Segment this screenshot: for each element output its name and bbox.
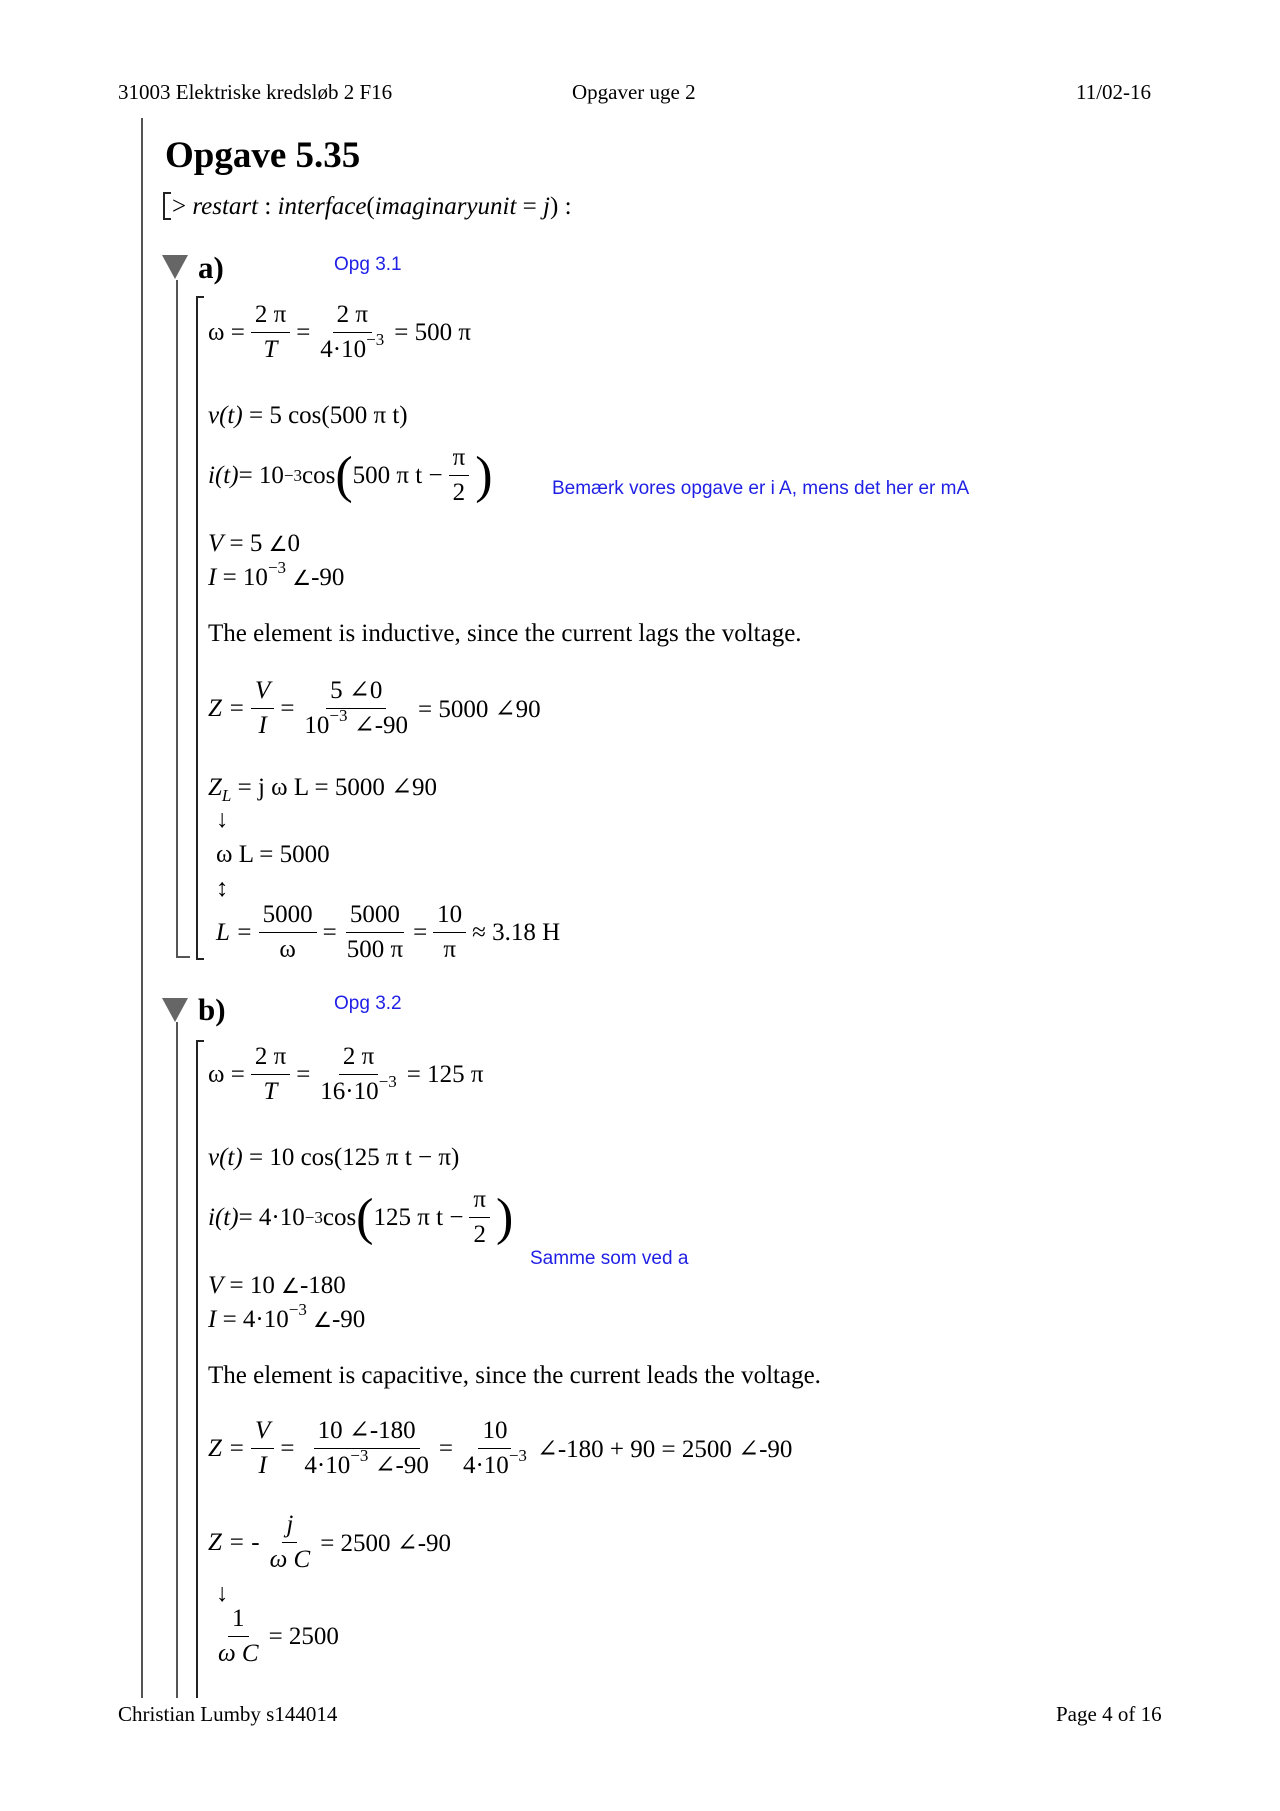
angle-icon: ∠ bbox=[313, 1308, 332, 1332]
a-omega-res: = 500 π bbox=[394, 318, 471, 346]
a-v-arg: (t) bbox=[219, 402, 243, 429]
a-i-inner: 500 π t − bbox=[352, 461, 443, 489]
b-Z-d3exp: −3 bbox=[508, 1446, 527, 1465]
a-omega-eq bbox=[208, 298, 471, 367]
b-Z-frac2 bbox=[300, 1414, 432, 1483]
b-Z-d2a: 4·10 bbox=[304, 1452, 351, 1479]
a-v-rhs: = 5 cos(500 π t) bbox=[242, 402, 408, 429]
b-I-exp: −3 bbox=[288, 1300, 307, 1319]
header-course: 31003 Elektriske kredsløb 2 F16 bbox=[118, 80, 393, 104]
cmd-restart: restart bbox=[192, 193, 259, 220]
b-Z-eq1: = bbox=[280, 1434, 295, 1462]
b-Z-frac1 bbox=[251, 1414, 274, 1483]
b-omega-res: = 125 π bbox=[406, 1060, 484, 1088]
a-L-frac1 bbox=[259, 898, 317, 967]
a-Z-eq1: = bbox=[280, 694, 295, 722]
b-omega-frac2 bbox=[316, 1040, 400, 1109]
a-ZL-lhs: Z bbox=[208, 774, 222, 801]
b-I-eq bbox=[208, 1300, 366, 1334]
b-Zc-eq bbox=[208, 1508, 451, 1577]
a-I-rhs: = 10 bbox=[222, 564, 268, 591]
b-omega-d1: T bbox=[263, 1078, 278, 1105]
b-Z-eq bbox=[208, 1414, 792, 1483]
a-omega-frac1 bbox=[251, 298, 290, 367]
footer-page: Page 4 of 16 bbox=[1056, 1702, 1162, 1726]
b-omega-d2exp: −3 bbox=[378, 1072, 397, 1091]
a-omega-lhs: ω = bbox=[208, 318, 245, 346]
a-ZL-sub: L bbox=[221, 786, 232, 805]
b-Z-d3a: 4·10 bbox=[462, 1452, 509, 1479]
section-b-group-line bbox=[176, 1022, 178, 1698]
b-i-func: cos bbox=[322, 1203, 357, 1231]
b-v-rhs: = 10 cos(125 π t − π) bbox=[242, 1144, 460, 1171]
a-i-fd: 2 bbox=[452, 479, 466, 506]
a-ZL-eq bbox=[208, 772, 438, 805]
b-V-eq bbox=[208, 1272, 346, 1300]
a-omega-eq1: = bbox=[296, 318, 311, 346]
angle-icon: ∠ bbox=[268, 532, 288, 556]
b-inv-frac bbox=[214, 1602, 263, 1671]
section-a-label: a) bbox=[198, 250, 224, 285]
angle-icon: ∠ bbox=[281, 1274, 300, 1298]
a-Z-eq bbox=[208, 674, 541, 743]
b-v-lhs: v bbox=[208, 1144, 220, 1171]
a-L-frac3 bbox=[433, 898, 466, 967]
b-Zc-res: = 2500 ∠-90 bbox=[320, 1529, 452, 1557]
a-omega-d2: 4·10 bbox=[320, 336, 367, 363]
b-V-lhs: V bbox=[208, 1272, 224, 1299]
worksheet-border bbox=[141, 118, 143, 1698]
section-a-group-line bbox=[176, 280, 178, 958]
a-Z-frac1 bbox=[251, 674, 274, 743]
b-i-rparen: ) bbox=[496, 1188, 514, 1246]
a-V-rhs: = 5 bbox=[229, 530, 263, 557]
a-I-exp: −3 bbox=[267, 558, 287, 577]
b-Z-n1: V bbox=[251, 1414, 274, 1449]
a-V-eq bbox=[208, 530, 300, 558]
b-Z-n2: 10 ∠-180 bbox=[314, 1414, 420, 1449]
a-i-eq: i (t) = 10 −3 cos ( 500 π t − $\frac{\pi}{2}$ ) bbox=[208, 441, 493, 510]
footer-author: Christian Lumby s144014 bbox=[118, 1702, 338, 1726]
a-L-res: ≈ 3.18 H bbox=[472, 918, 561, 946]
a-Z-n2: 5 ∠0 bbox=[326, 674, 386, 709]
a-omega-n2: 2 π bbox=[333, 298, 372, 333]
b-I-lhs: I bbox=[208, 1306, 217, 1333]
a-i-lhs: i bbox=[208, 461, 215, 489]
b-Z-d2exp: −3 bbox=[350, 1446, 369, 1465]
b-Z-d1: I bbox=[258, 1452, 267, 1479]
a-i-arg: (t) bbox=[214, 461, 239, 489]
b-I-angv: -90 bbox=[331, 1306, 366, 1333]
a-I-angv: -90 bbox=[311, 564, 345, 591]
a-I-lhs: I bbox=[208, 564, 217, 591]
a-Z-d2exp: −3 bbox=[329, 706, 348, 725]
a-L-lhs: L = bbox=[216, 918, 253, 946]
header-center: Opgaver uge 2 bbox=[572, 80, 696, 104]
b-v-eq bbox=[208, 1144, 459, 1172]
cmd-argval: j bbox=[543, 193, 550, 220]
b-i-fd: 2 bbox=[473, 1221, 486, 1248]
a-Z-d2b: ∠-90 bbox=[347, 712, 409, 739]
angle-icon: ∠ bbox=[292, 566, 312, 590]
b-Z-n3: 10 bbox=[478, 1414, 511, 1449]
a-arrow-down: ↓ bbox=[216, 806, 229, 833]
a-ZL-rhs: = j ω L = 5000 ∠90 bbox=[231, 774, 438, 801]
collapse-triangle-icon[interactable] bbox=[162, 255, 188, 279]
a-L-eq2: = bbox=[413, 918, 428, 946]
b-omega-n2: 2 π bbox=[339, 1040, 378, 1075]
collapse-triangle-icon[interactable] bbox=[162, 998, 188, 1022]
a-note-units: Bemærk vores opgave er i A, mens det her er mA bbox=[552, 478, 970, 499]
a-L-d2: 500 π bbox=[346, 936, 404, 963]
b-note-same: Samme som ved a bbox=[530, 1248, 689, 1269]
a-L-frac2 bbox=[343, 898, 407, 967]
b-V-rhs: = 10 bbox=[229, 1272, 275, 1299]
a-Z-d2a: 10 bbox=[304, 712, 330, 739]
page-title: Opgave 5.35 bbox=[165, 135, 361, 176]
b-i-frac bbox=[469, 1183, 490, 1252]
prompt-symbol: > bbox=[172, 193, 187, 220]
b-i-eq: = 4·10 bbox=[238, 1203, 305, 1231]
b-i-fn: π bbox=[469, 1183, 490, 1218]
b-Zc-frac bbox=[266, 1508, 315, 1577]
a-I-eq bbox=[208, 558, 345, 592]
b-arrow-down: ↓ bbox=[216, 1580, 229, 1607]
a-L-d3: π bbox=[443, 936, 456, 963]
section-a-note: Opg 3.1 bbox=[334, 254, 402, 275]
b-Zc-d: ω C bbox=[269, 1546, 311, 1573]
header-date: 11/02-16 bbox=[1076, 80, 1152, 104]
a-text: The element is inductive, since the current lags the voltage. bbox=[208, 620, 802, 647]
a-Z-frac2 bbox=[300, 674, 412, 743]
a-L-n2: 5000 bbox=[346, 898, 404, 933]
a-omega-n1: 2 π bbox=[251, 298, 290, 333]
b-omega-n1: 2 π bbox=[251, 1040, 290, 1075]
b-omega-eq1: = bbox=[296, 1060, 311, 1088]
b-Z-eq2: = bbox=[438, 1434, 453, 1462]
section-b-note: Opg 3.2 bbox=[334, 993, 402, 1014]
b-inv-n: 1 bbox=[228, 1602, 249, 1637]
a-L-eq1: = bbox=[322, 918, 337, 946]
cmd-rparen: ) bbox=[549, 193, 559, 220]
input-bracket bbox=[163, 192, 171, 220]
a-L-eq bbox=[216, 898, 560, 967]
section-b-output-bracket bbox=[196, 1040, 198, 1698]
cmd-end: : bbox=[558, 193, 572, 220]
b-i-lparen: ( bbox=[356, 1188, 374, 1246]
restart-command[interactable] bbox=[172, 193, 572, 221]
a-Z-res: = 5000 ∠90 bbox=[418, 695, 541, 723]
b-i-eq: i (t) = 4·10 −3 cos ( 125 π t − $\frac{\pi}{2}$ ) bbox=[208, 1183, 513, 1252]
a-Z-n1: V bbox=[251, 674, 274, 709]
b-I-rhs: = 4·10 bbox=[222, 1306, 289, 1333]
cmd-eq: = bbox=[516, 193, 544, 220]
a-i-frac bbox=[449, 441, 470, 510]
b-inv-d: ω C bbox=[218, 1640, 259, 1667]
b-omega-frac1 bbox=[251, 1040, 290, 1109]
b-omega-lhs: ω = bbox=[208, 1060, 245, 1088]
a-L-n1: 5000 bbox=[259, 898, 317, 933]
a-L-d1: ω bbox=[279, 936, 296, 963]
cmd-interface: interface bbox=[277, 193, 367, 220]
a-i-lparen: ( bbox=[335, 446, 353, 504]
b-V-angv: -180 bbox=[299, 1272, 346, 1299]
section-b-bracket-top bbox=[196, 1040, 204, 1042]
a-i-func: cos bbox=[302, 461, 336, 489]
b-Zc-lhs: Z = - bbox=[208, 1528, 260, 1556]
a-i-fn: π bbox=[449, 441, 470, 476]
a-Z-lhs: Z = bbox=[208, 694, 246, 722]
b-omega-eq bbox=[208, 1040, 483, 1109]
b-Z-frac3 bbox=[459, 1414, 531, 1483]
a-wL-eq: ω L = 5000 bbox=[216, 841, 330, 868]
a-omega-d1: T bbox=[263, 336, 278, 363]
cmd-lparen: ( bbox=[366, 193, 375, 220]
a-V-angv: 0 bbox=[287, 530, 300, 557]
cmd-sep: : bbox=[258, 193, 278, 220]
b-Z-lhs: Z = bbox=[208, 1434, 246, 1462]
b-text: The element is capacitive, since the current leads the voltage. bbox=[208, 1362, 821, 1389]
b-inv-res: = 2500 bbox=[268, 1622, 339, 1650]
b-Z-res: ∠-180 + 90 = 2500 ∠-90 bbox=[536, 1435, 793, 1463]
a-omega-frac2 bbox=[316, 298, 388, 367]
b-i-arg: (t) bbox=[214, 1203, 239, 1231]
a-Z-d1: I bbox=[258, 712, 267, 739]
b-v-arg: (t) bbox=[219, 1144, 243, 1171]
section-b-label: b) bbox=[198, 992, 226, 1027]
b-Zc-n: j bbox=[282, 1508, 297, 1543]
cmd-arg: imaginaryunit bbox=[374, 193, 517, 220]
section-a-output-bracket bbox=[196, 296, 204, 960]
b-omega-d2: 16·10 bbox=[320, 1078, 379, 1105]
a-V-lhs: V bbox=[208, 530, 224, 557]
a-omega-d2exp: −3 bbox=[366, 330, 385, 349]
b-Z-d2b: ∠-90 bbox=[368, 1452, 429, 1479]
a-i-eq: = 10 bbox=[238, 461, 284, 489]
a-v-lhs: v bbox=[208, 402, 220, 429]
a-v-eq bbox=[208, 402, 408, 430]
a-L-n3: 10 bbox=[433, 898, 466, 933]
b-i-lhs: i bbox=[208, 1203, 215, 1231]
a-i-rparen: ) bbox=[475, 446, 493, 504]
b-i-inner: 125 π t − bbox=[373, 1203, 464, 1231]
b-inv-eq bbox=[208, 1602, 339, 1671]
section-a-group-end bbox=[176, 956, 190, 958]
a-arrow-updown: ↕ bbox=[216, 875, 229, 902]
